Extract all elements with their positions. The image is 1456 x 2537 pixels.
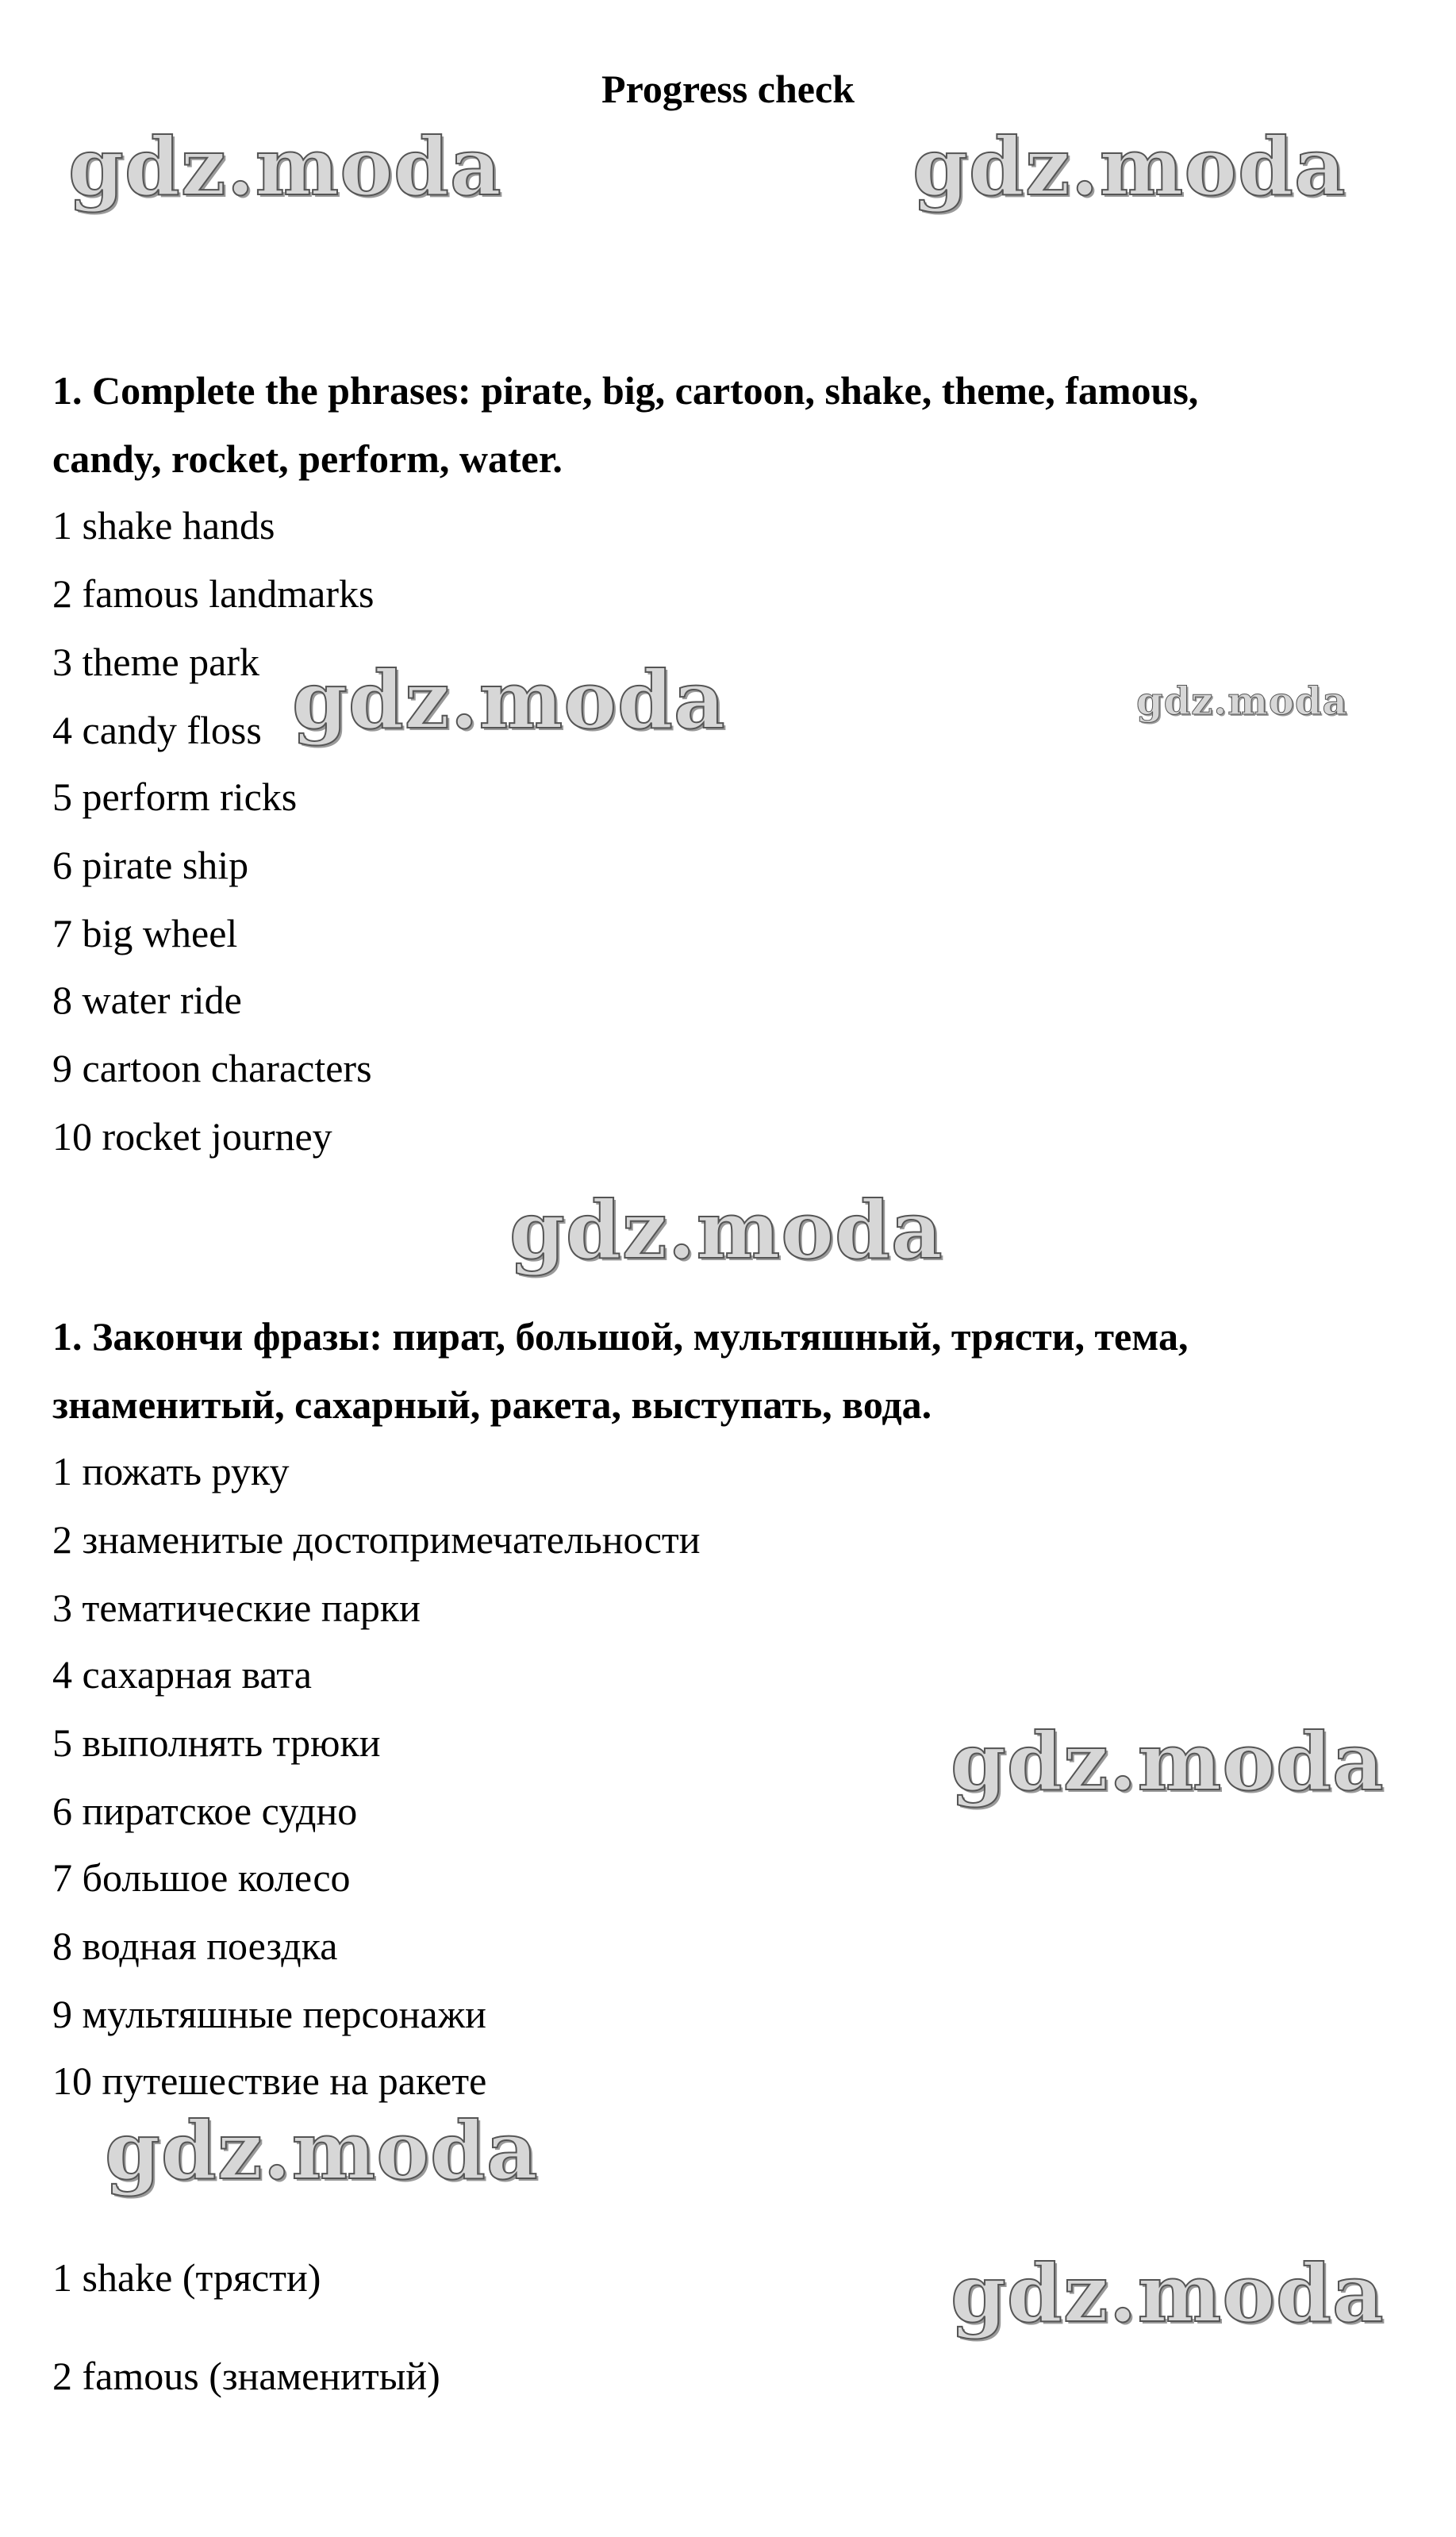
exercise-ru-heading: 1. Закончи фразы: пират, большой, мультяшный, трясти, тема, bbox=[52, 1314, 1189, 1359]
watermark: gdz.moda bbox=[509, 1183, 943, 1277]
list-item: 9 cartoon characters bbox=[52, 1046, 372, 1090]
watermark: gdz.moda bbox=[951, 2247, 1385, 2340]
exercise-en-heading: candy, rocket, perform, water. bbox=[52, 436, 563, 481]
list-item: 10 путешествие на ракете bbox=[52, 2058, 487, 2103]
watermark: gdz.moda bbox=[951, 1715, 1385, 1809]
list-item: 4 сахарная вата bbox=[52, 1652, 312, 1697]
list-item: 8 water ride bbox=[52, 978, 242, 1022]
watermark: gdz.moda bbox=[68, 120, 502, 213]
page-title: Progress check bbox=[601, 67, 855, 111]
list-item: 3 тематические парки bbox=[52, 1586, 421, 1630]
list-item: 2 знаменитые достопримечательности bbox=[52, 1517, 701, 1562]
list-item: 3 theme park bbox=[52, 640, 260, 684]
list-item: 6 пиратское судно bbox=[52, 1789, 358, 1833]
exercise-en-heading: 1. Complete the phrases: pirate, big, cartoon, shake, theme, famous, bbox=[52, 368, 1199, 413]
list-item: 9 мультяшные персонажи bbox=[52, 1992, 486, 2036]
vocabulary-item: 1 shake (трясти) bbox=[52, 2255, 321, 2300]
list-item: 10 rocket journey bbox=[52, 1114, 332, 1159]
watermark: gdz.moda bbox=[912, 120, 1347, 213]
list-item: 8 водная поездка bbox=[52, 1924, 338, 1968]
list-item: 7 большое колесо bbox=[52, 1855, 351, 1900]
list-item: 5 выполнять трюки bbox=[52, 1720, 381, 1765]
list-item: 7 big wheel bbox=[52, 911, 238, 955]
list-item: 1 shake hands bbox=[52, 503, 275, 548]
list-item: 5 perform ricks bbox=[52, 775, 298, 819]
watermark: gdz.moda bbox=[105, 2104, 539, 2197]
list-item: 1 пожать руку bbox=[52, 1449, 290, 1493]
list-item: 4 candy floss bbox=[52, 708, 262, 752]
list-item: 2 famous landmarks bbox=[52, 571, 375, 616]
list-item: 6 pirate ship bbox=[52, 843, 249, 887]
watermark: gdz.moda bbox=[1136, 679, 1348, 724]
vocabulary-item: 2 famous (знаменитый) bbox=[52, 2354, 440, 2398]
watermark: gdz.moda bbox=[292, 653, 726, 747]
exercise-ru-heading: знаменитый, сахарный, ракета, выступать, вода. bbox=[52, 1382, 932, 1427]
